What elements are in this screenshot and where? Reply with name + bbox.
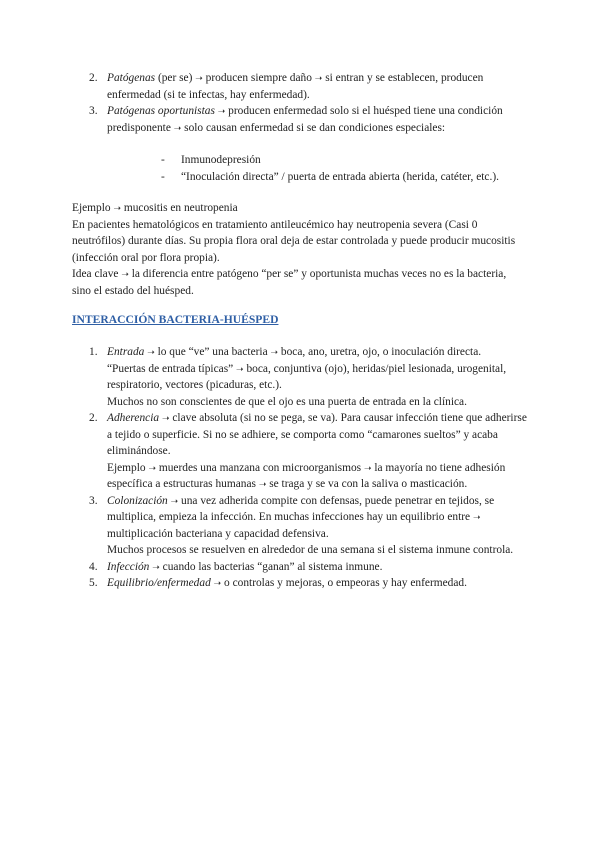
arrow-icon: ➝ — [270, 347, 279, 357]
arrow-icon: ➝ — [472, 512, 481, 522]
list-item: 4. Infección ➝ cuando las bacterias “ganan” al sistema inmune. — [72, 559, 527, 576]
list-item: - Inmunodepresión — [161, 154, 261, 166]
list-item: 2. Patógenas (per se) ➝ producen siempre daño ➝ si entran y se establecen, producen enfermedad (si te infectas, hay enfermedad). — [89, 72, 484, 101]
arrow-icon: ➝ — [170, 495, 179, 506]
list-item: 1. Entrada ➝ lo que “ve” una bacteria ➝ boca, ano, uretra, ojo, o inoculación directa. “Puertas de entrada típicas” ➝ boca, conjuntiva (ojo), heridas/piel lesionada, urogenital, respiratorio, vectores (picaduras, etc.). Muchos no son conscientes de que el ojo es una puerta de entrada en la clínica. — [89, 346, 507, 408]
list-number: 4. — [89, 560, 98, 573]
arrow-icon: ➝ — [152, 561, 160, 572]
example-title: Ejemplo ➝ mucositis en neutropenia — [72, 202, 238, 214]
conditions-list — [161, 152, 541, 185]
example-paragraph: En pacientes hematológicos en tratamiento antileucémico hay neutropenia severa (Casi 0 neutrófilos) durante días. Su propia flora oral deja de estar controlada y puede producir mucositis (infección oral por flora propia). — [72, 218, 516, 264]
arrow-icon: ➝ — [236, 363, 244, 374]
arrow-icon: ➝ — [217, 106, 226, 116]
interaction-steps-list — [72, 344, 527, 592]
arrow-icon: ➝ — [195, 73, 203, 83]
example-block — [72, 200, 527, 299]
section-heading: INTERACCIÓN BACTERIA-HUÉSPED — [72, 313, 279, 326]
list-item: 3. Patógenas oportunistas ➝ producen enfermedad solo si el huésped tiene una condición predisponente ➝ solo causan enfermedad si se dan condiciones especiales: — [89, 105, 503, 134]
list-number: 5. — [89, 577, 98, 589]
pathogen-types-list — [72, 70, 527, 136]
list-term: Adherencia — [107, 412, 160, 424]
list-number: 2. — [89, 72, 98, 84]
arrow-icon: ➝ — [148, 462, 156, 473]
key-idea: Idea clave ➝ la diferencia entre patógeno “per se” y oportunista muchas veces no es la bacteria, sino el estado del huésped. — [72, 268, 507, 297]
arrow-icon: ➝ — [161, 413, 170, 423]
list-item: 5. Equilibrio/enfermedad ➝ o controlas y mejoras, o empeoras y hay enfermedad. — [72, 575, 527, 592]
list-item: - “Inoculación directa” / puerta de entrada abierta (herida, catéter, etc.). — [161, 170, 499, 183]
arrow-icon: ➝ — [258, 479, 267, 489]
arrow-icon: ➝ — [121, 269, 129, 279]
list-item: 2. Adherencia ➝ clave absoluta (si no se pega, se va). Para causar infección tiene que adherirse a tejido o superficie. Si no se adhiere, se comporta como “camarones sueltos” y acaba eliminándose. Ejemplo ➝ muerdes una manzana con microorganismos ➝ la mayoría no tiene adhesión específica a estructuras humanas ➝ se traga y se va con la saliva o masticación. — [89, 412, 527, 490]
list-term: Patógenas oportunistas — [107, 105, 215, 117]
list-number: 3. — [89, 105, 98, 117]
list-item: 3. Colonización ➝ una vez adherida compite con defensas, puede penetrar en tejidos, se multiplica, empieza la infección. En muchas infecciones hay un equilibrio entre ➝ multiplicación bacteriana y capacidad defensiva. Muchos procesos se resuelven en alrededor de una semana si el sistema inmune controla. — [89, 494, 514, 556]
list-term: Infección — [107, 560, 150, 573]
list-term: Patógenas — [107, 72, 156, 84]
list-term: Equilibrio/enfermedad — [107, 577, 211, 589]
arrow-icon: ➝ — [314, 73, 323, 83]
list-term: Colonización — [107, 494, 168, 507]
arrow-icon: ➝ — [147, 347, 155, 357]
list-term: Entrada — [107, 346, 145, 358]
list-number: 3. — [89, 494, 98, 507]
arrow-icon: ➝ — [173, 122, 182, 133]
list-number: 2. — [89, 412, 98, 424]
arrow-icon: ➝ — [213, 578, 222, 588]
arrow-icon: ➝ — [113, 203, 121, 213]
list-number: 1. — [89, 346, 98, 358]
arrow-icon: ➝ — [363, 462, 372, 473]
